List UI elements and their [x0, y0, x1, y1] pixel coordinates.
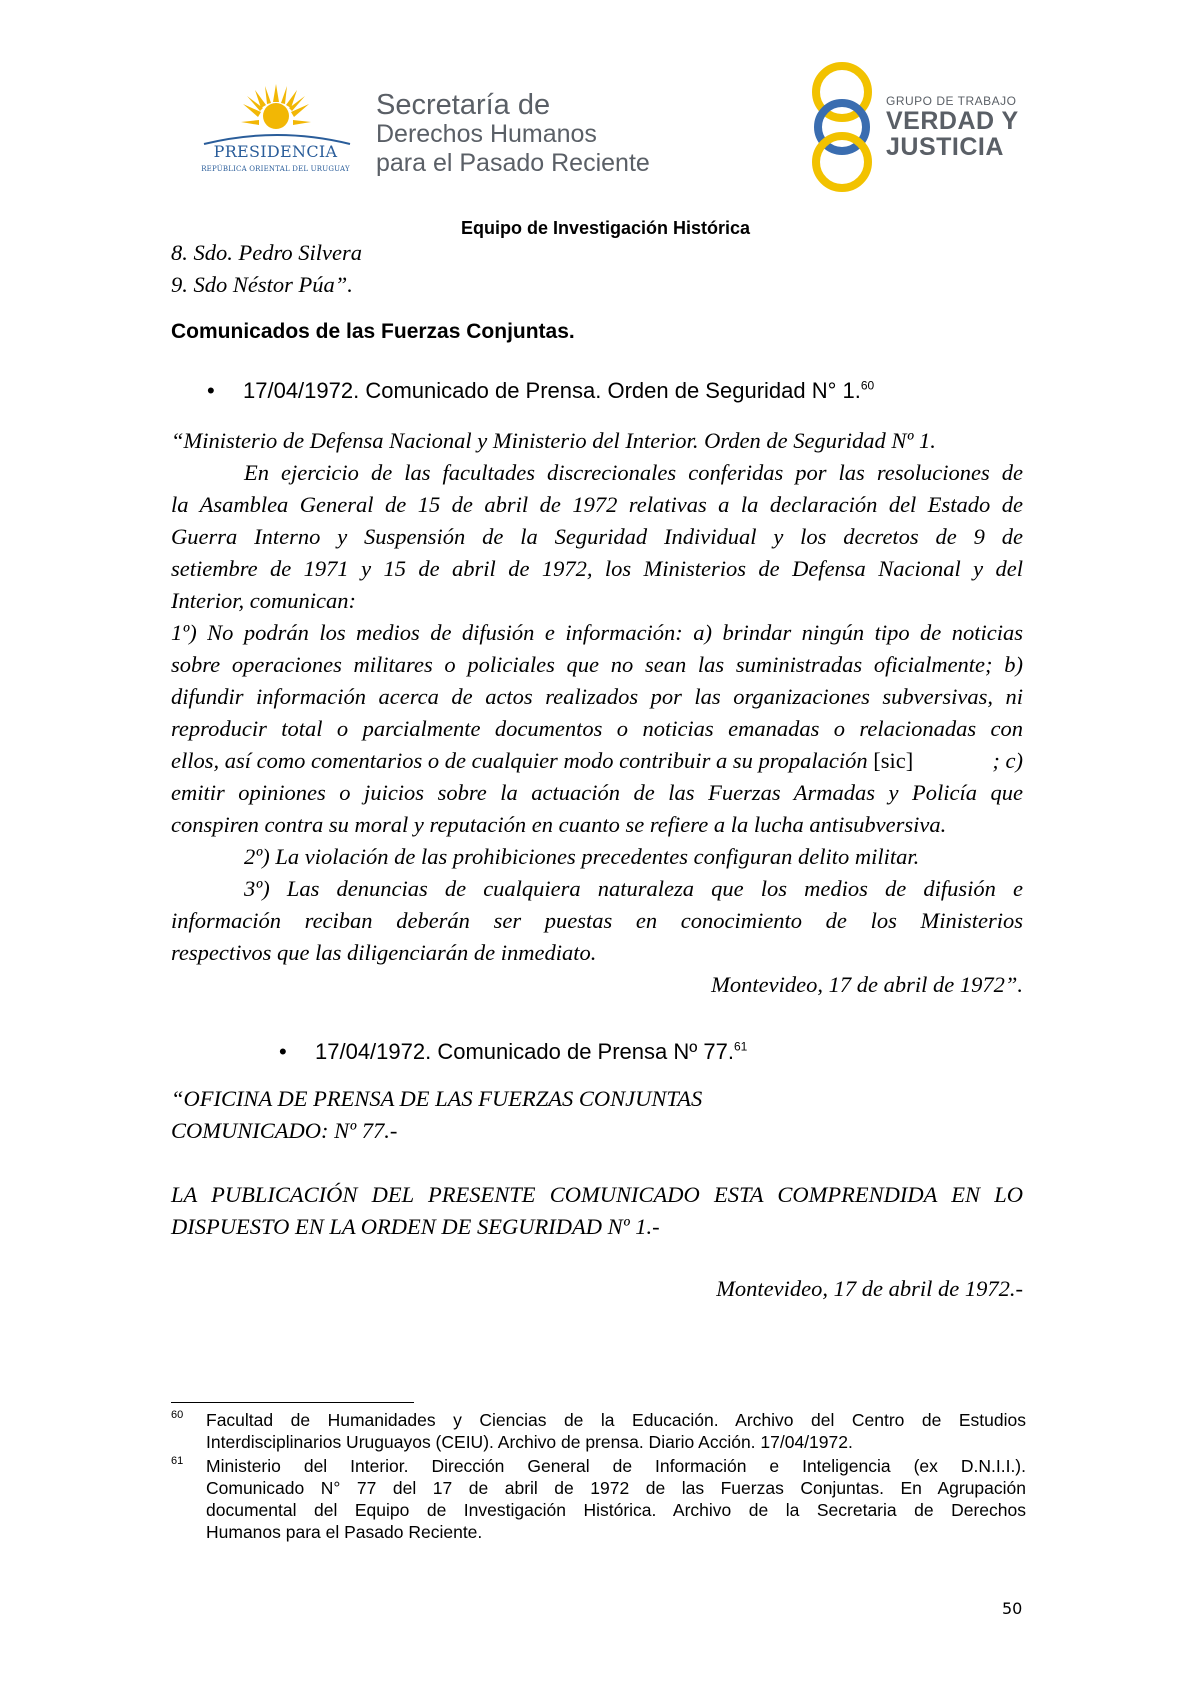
presidencia-logo — [198, 84, 353, 180]
page-number: 50 — [1002, 1599, 1023, 1618]
body-line: emitir opiniones o juicios sobre la actuación de las Fuerzas Armadas y Policía que — [171, 780, 1023, 805]
footnote-61 — [171, 1455, 1026, 1545]
body-line: ellos, así como comentarios o de cualquier modo contribuir a su propalación — [171, 748, 868, 773]
body-line: 2º) La violación de las prohibiciones precedentes configuran delito militar. — [244, 844, 920, 869]
verdad-justicia-logo — [810, 62, 1030, 192]
footnote-number: 61 — [171, 1455, 184, 1467]
footnote-line: Humanos para el Pasado Reciente. — [206, 1522, 483, 1542]
footnote-line: Interdisciplinarios Uruguayos (CEIU). Archivo de prensa. Diario Acción. 17/04/1972. — [206, 1432, 853, 1452]
body-line: “Ministerio de Defensa Nacional y Ministerio del Interior. Orden de Seguridad Nº 1. — [171, 428, 936, 453]
section-title: Comunicados de las Fuerzas Conjuntas. — [171, 320, 575, 343]
rings-icon — [810, 62, 884, 192]
list-item: 8. Sdo. Pedro Silvera — [171, 240, 363, 265]
body-line: LA PUBLICACIÓN DEL PRESENTE COMUNICADO ESTA COMPRENDIDA EN LO — [171, 1182, 1023, 1207]
body-line: 3º) Las denuncias de cualquiera naturaleza que los medios de difusión e — [244, 876, 1023, 901]
presidencia-name: PRESIDENCIA — [213, 142, 338, 161]
body-line: la Asamblea General de 15 de abril de 1972 relativas a la declaración del Estado de — [171, 492, 1023, 517]
sic-tail: ; c) — [992, 748, 1023, 773]
footnote-60 — [171, 1409, 1026, 1453]
secretaria-line2: Derechos Humanos — [376, 120, 597, 148]
grupo-line3: JUSTICIA — [886, 133, 1004, 161]
secretaria-line1: Secretaría de — [376, 89, 551, 121]
footnote-separator — [171, 1402, 414, 1403]
body-line: información reciban deberán ser puestas en conocimiento de los Ministerios — [171, 908, 1023, 933]
bullet-icon: • — [207, 378, 215, 403]
footnote-line: Ministerio del Interior. Dirección General de Información e Inteligencia (ex D.N.I.I.). — [206, 1456, 1026, 1476]
body-line: En ejercicio de las facultades discrecionales conferidas por las resoluciones de — [244, 460, 1023, 485]
body-line: respectivos que las diligenciarán de inmediato. — [171, 940, 597, 965]
footnote-line: Facultad de Humanidades y Ciencias de la Educación. Archivo del Centro de Estudios — [206, 1410, 1026, 1430]
footnote-number: 60 — [171, 1409, 184, 1421]
secretaria-line3: para el Pasado Reciente — [376, 149, 650, 177]
footnote-line: documental del Equipo de Investigación Histórica. Archivo de la Secretaria de Derechos — [206, 1500, 1026, 1520]
footnote-line: Comunicado N° 77 del 17 de abril de 1972 de las Fuerzas Conjuntas. En Agrupación — [206, 1478, 1026, 1498]
body-line: sobre operaciones militares o policiales que no sean las suministradas oficialmente; b) — [171, 652, 1023, 677]
item2-heading-text: 17/04/1972. Comunicado de Prensa Nº 77. — [315, 1039, 734, 1064]
body-line: “OFICINA DE PRENSA DE LAS FUERZAS CONJUNTAS — [171, 1086, 703, 1111]
body-line: setiembre de 1971 y 15 de abril de 1972, los Ministerios de Defensa Nacional y del — [171, 556, 1023, 581]
item2-signoff: Montevideo, 17 de abril de 1972.- — [716, 1276, 1023, 1301]
bullet-icon: • — [279, 1039, 287, 1064]
item1-signoff: Montevideo, 17 de abril de 1972”. — [711, 972, 1023, 997]
team-heading: Equipo de Investigación Histórica — [460, 218, 751, 238]
body-line: conspiren contra su moral y reputación en cuanto se refiere a la lucha antisubversiva. — [171, 812, 947, 837]
body-line: reproducir total o parcialmente documentos o noticias emanadas o relacionadas con — [171, 716, 1023, 741]
list-item: 9. Sdo Néstor Púa”. — [171, 272, 353, 297]
sic-marker: [sic] — [873, 748, 914, 773]
footnote-ref-61: 61 — [733, 1039, 748, 1054]
body-line: Guerra Interno y Suspensión de la Seguridad Individual y los decretos de 9 de — [171, 524, 1023, 549]
body-line: COMUNICADO: Nº 77.- — [171, 1118, 398, 1143]
body-line: Interior, comunican: — [171, 588, 356, 613]
grupo-line2: VERDAD Y — [886, 107, 1019, 135]
footnote-ref-60: 60 — [860, 378, 875, 393]
presidencia-subtitle: REPÚBLICA ORIENTAL DEL URUGUAY — [201, 165, 350, 173]
body-line-sic — [171, 748, 1023, 774]
secretaria-logo — [376, 90, 650, 178]
item1-heading-text: 17/04/1972. Comunicado de Prensa. Orden de Seguridad N° 1. — [243, 378, 861, 403]
body-line: 1º) No podrán los medios de difusión e información: a) brindar ningún tipo de noticias — [171, 620, 1023, 645]
body-line: DISPUESTO EN LA ORDEN DE SEGURIDAD Nº 1.- — [171, 1214, 660, 1239]
body-line: difundir información acerca de actos realizados por las organizaciones subversivas, ni — [171, 684, 1023, 709]
grupo-line1: GRUPO DE TRABAJO — [886, 94, 1017, 108]
